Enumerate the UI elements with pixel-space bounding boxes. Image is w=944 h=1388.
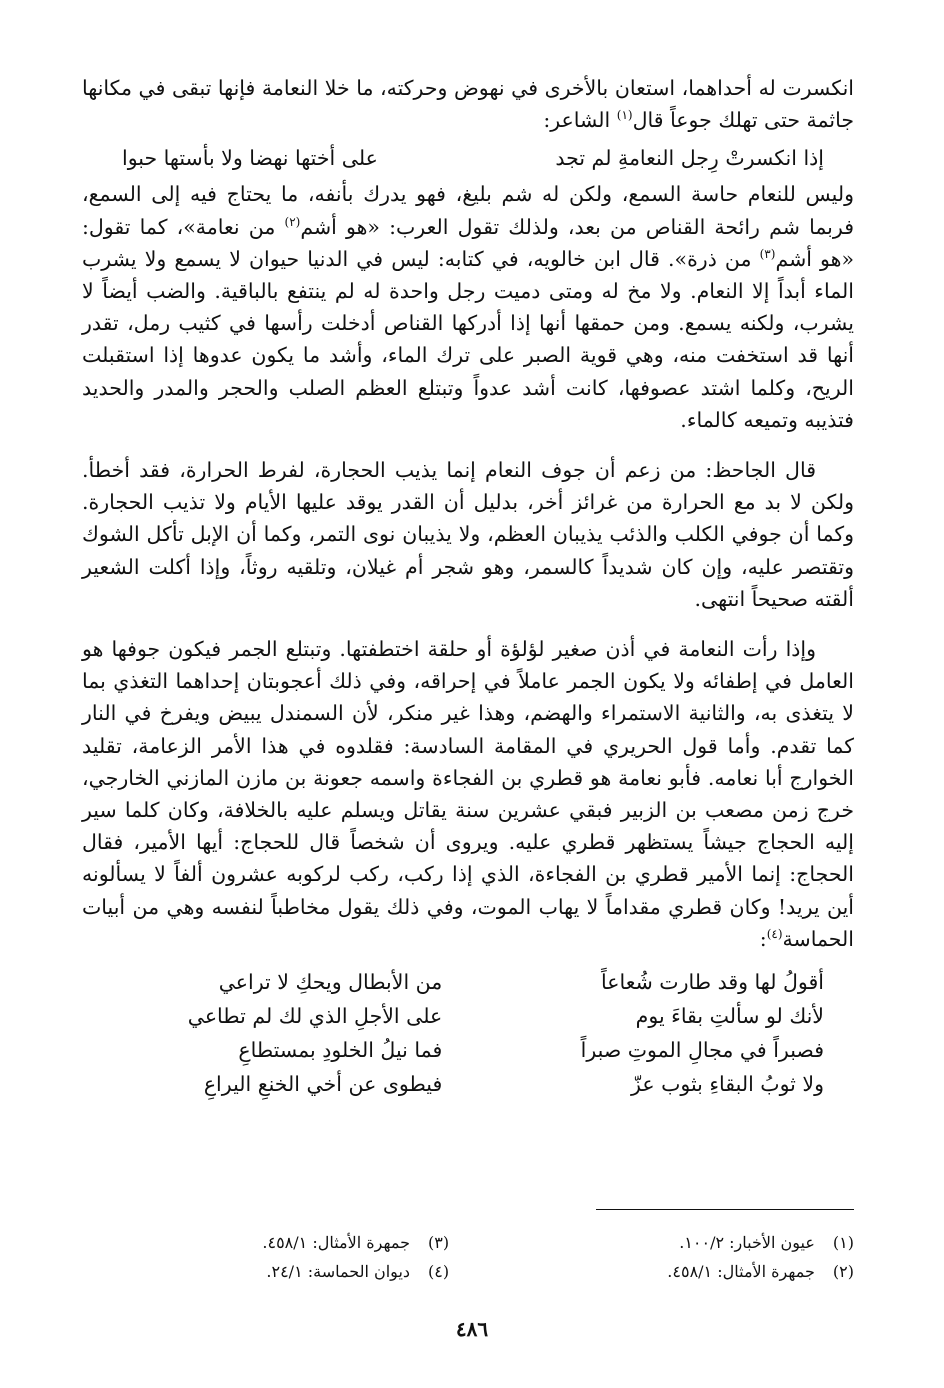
footnotes-column-left	[210, 1228, 519, 1286]
paragraph-4-text: وإذا رأت النعامة في أذن صغير لؤلؤة أو حلقة اختطفتها. وتبتلع الجمر فيكون جوفها هو العامل في إطفائه ولا يكون الجمر عاملاً في إحراقه، وفي ذلك أعجوبتان إحداهما التغذي بما لا يتغذى به، والثانية الاستمراء والهضم، وهذا غير منكر، لأن السمندل يبيض ويفرخ في النار كما تقدم. وأما قول الحريري في المقامة السادسة: فقلدوه في هذا الأمر الزعامة، تقليد الخوارج أبا نعامه. فأبو نعامة هو قطري بن الفجاءة واسمه جعونة بن مازن المازني الخارجي، خرج زمن مصعب بن الزبير فبقي عشرين سنة يقاتل ويسلم عليه بالخلافة، وكان كلما سير إليه الحجاج جيشاً يستظهر قطري عليه. ويروى أن شخصاً قال للحجاج: أيها الأمير، فقال الحجاج: إنما الأمير قطري بن الفجاءة، الذي إذا ركب، ركب لركوبه عشرون ألفاً لا يسألونه أين يريد! وكان قطري مقداماً لا يهاب الموت، وفي ذلك يقول مخاطباً لنفسه وهي من أبيات الحماسة	[82, 637, 854, 951]
paragraph-1-end: الشاعر:	[543, 108, 617, 133]
poem-line	[82, 1067, 854, 1101]
footnote-divider	[596, 1209, 854, 1210]
footnotes-column-right	[545, 1228, 854, 1286]
verse-1-second-hemistich: على أختها نهضا ولا بأستها حبوا	[122, 146, 378, 171]
poem-first-hemistich: لأنك لو سألتِ بقاءَ يوم	[635, 1004, 824, 1029]
poem-line	[82, 965, 854, 999]
verse-1	[82, 142, 854, 174]
footnote-number: (٢)	[832, 1262, 854, 1281]
paragraph-4-end: :	[759, 926, 767, 951]
poem-second-hemistich: من الأبطال ويحكِ لا تراعي	[218, 970, 443, 995]
paragraph-2-mid: من نعامة»، كما تقول: «هو أشم	[82, 214, 854, 271]
poem-first-hemistich: فصبراً في مجالِ الموتِ صبراً	[580, 1038, 824, 1063]
footnote-item	[210, 1257, 449, 1286]
footnote-item	[210, 1228, 449, 1257]
verse-1-first-hemistich: إذا انكسرتْ رِجل النعامةِ لم تجد	[555, 146, 824, 171]
footnote-text: جمهرة الأمثال: ٤٥٨/١.	[262, 1233, 411, 1252]
page-body	[82, 72, 854, 1101]
paragraph-2-text: وليس للنعام حاسة السمع، ولكن له شم بليغ، فهو يدرك بأنفه، ما يحتاج فيه إلى السمع، فربما شم رائحة القناص من بعد، ولذلك تقول العرب: «هو أشم	[82, 182, 854, 239]
paragraph-2-end: من ذرة». قال ابن خالويه، في كتابه: ليس في الدنيا حيوان لا يسمع ولا يشرب الماء أبداً إلا النعام. ولا مخ له ومتى دميت رجل واحدة له لم ينتفع بالباقية. والضب أيضاً لا يشرب، ولكنه يسمع. ومن حمقها أنها إذا أدركها القناص أدخلت رأسها في كثيب رمل، تقدر أنها قد استخفت منه، وهي قوية الصبر على ترك الماء، وأشد ما يكون عدوها إذا استقبلت الريح، وكلما اشتد عصوفها، كانت أشد عدواً وتبتلع العظم الصلب والحجر والمدر والحديد فتذيبه وتميعه كالماء.	[82, 246, 854, 432]
footnote-ref-1[interactable]: (١)	[616, 108, 633, 123]
poem	[82, 965, 854, 1101]
footnote-ref-2[interactable]: (٢)	[284, 214, 301, 229]
footnote-item	[545, 1257, 854, 1286]
footnote-number: (٤)	[428, 1262, 450, 1281]
footnote-text: عيون الأخبار: ١٠٠/٢.	[679, 1233, 815, 1252]
footnote-text: جمهرة الأمثال: ٤٥٨/١.	[667, 1262, 815, 1281]
footnote-text: ديوان الحماسة: ٢٤/١.	[266, 1262, 411, 1281]
poem-line	[82, 999, 854, 1033]
paragraph-4	[82, 633, 854, 955]
footnote-ref-3[interactable]: (٣)	[759, 246, 776, 261]
footnote-number: (١)	[832, 1233, 854, 1252]
footnote-item	[545, 1228, 854, 1257]
paragraph-2	[82, 178, 854, 436]
poem-second-hemistich: فيطوى عن أخي الخنعِ اليراعِ	[203, 1072, 443, 1097]
page-number: ٤٨٦	[455, 1317, 489, 1341]
poem-line	[82, 1033, 854, 1067]
footnote-ref-4[interactable]: (٤)	[766, 927, 783, 942]
paragraph-1	[82, 72, 854, 136]
poem-second-hemistich: على الأجلِ الذي لك لم تطاعي	[187, 1004, 443, 1029]
paragraph-1-text: انكسرت له أحداهما، استعان بالأخرى في نهوض وحركته، ما خلا النعامة فإنها تبقى في مكانها جاثمة حتى تهلك جوعاً قال	[82, 76, 854, 133]
poem-first-hemistich: أقولُ لها وقد طارت شُعاعاً	[601, 970, 824, 995]
footnote-number: (٣)	[428, 1233, 450, 1252]
footnotes	[210, 1228, 854, 1286]
paragraph-3: قال الجاحظ: من زعم أن جوف النعام إنما يذيب الحجارة، لفرط الحرارة، فقد أخطأ. ولكن لا بد مع الحرارة من غرائز أخر، بدليل أن القدر يوقد عليها الأيام ولا تذيب الحجارة. وكما أن جوفي الكلب والذئب يذيبان العظم، ولا يذيبان نوى التمر، وكما أن الإبل تأكل الشوك وتقتصر عليه، وإن كان شديداً كالسمر، وهو شجر أم غيلان، وتلقيه روثاً، وإذا أكلت الشعير ألقته صحيحاً انتهى.	[82, 458, 854, 611]
poem-second-hemistich: فما نيلُ الخلودِ بمستطاعِ	[238, 1038, 443, 1063]
poem-first-hemistich: ولا ثوبُ البقاءِ بثوب عزّ	[631, 1072, 824, 1097]
